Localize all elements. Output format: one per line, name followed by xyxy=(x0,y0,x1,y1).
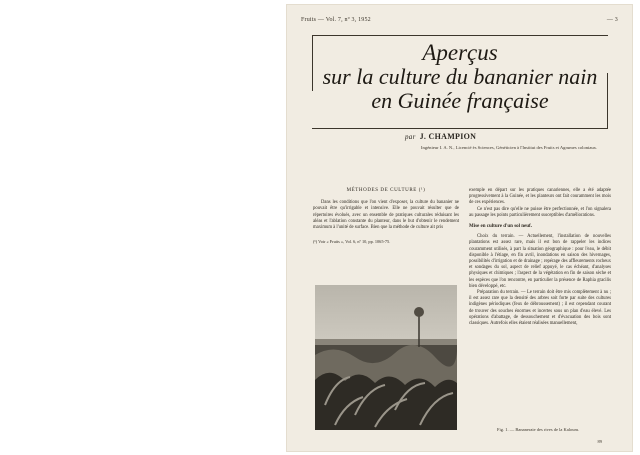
author-name: J. CHAMPION xyxy=(419,132,477,141)
right-paragraph-1: exemple en départ sur les pratiques canariennes, elle a été adaptée progressivement à la Guinée, et les planteurs ont fait couramment les mois de ces expériences. xyxy=(469,188,611,206)
running-header-right: — 3 xyxy=(606,17,618,23)
byline xyxy=(405,132,615,151)
right-paragraph-3: Choix du terrain. — Actuellement, l'installation de nouvelles plantations est assez rare, mais il est bon de rappeler les indices couramment utilisés, à part la situation géographique : pour l'eau, le débit disponible à l'étiage, en fin avril, inondations en saison des hivernages, possibilités d'irrigation et de drainage ; repérage des affleurements rocheux et sondages du sol, aspect de relief appuyé, le cas échéant, d'analyses physiques et chimiques ; l'aspect de la végétation en fin de saison sèche et les espèces que l'on rencontre, en particulier la présence de Raphia gracilis bien développé, etc. xyxy=(469,234,611,289)
section-subhead: MÉTHODES DE CULTURE (¹) xyxy=(346,188,426,193)
section-heading: Mise en culture d'un sol neuf. xyxy=(469,224,532,230)
title-line-2: sur la culture du bananier nain xyxy=(322,64,598,89)
journal-page xyxy=(287,5,632,451)
banana-plantation-photo xyxy=(315,285,457,430)
page-number: 89 xyxy=(597,439,602,444)
right-paragraph-2: Ce n'est pas dire qu'elle ne puisse être perfectionnée, et l'on signalera au passage les points particulièrement susceptibles d'améliorations. xyxy=(469,206,611,218)
byline-par: par xyxy=(405,133,416,141)
article-title xyxy=(312,41,608,113)
author-affiliation: Ingénieur I. A. N., Licencié ès Sciences, Généticien à l'Institut des Fruits et Agrumes coloniaux. xyxy=(421,145,598,150)
running-header xyxy=(301,15,618,27)
running-header-left: Fruits — Vol. 7, nº 3, 1952 xyxy=(301,17,371,23)
figure-caption: Fig. 1. — Bananeraie des rives de la Kaloum. xyxy=(497,427,580,432)
title-frame xyxy=(312,35,608,129)
plantation-photo-image xyxy=(315,285,457,430)
right-paragraph-4: Préparation du terrain. — Le terrain doit être mis complètement à nu ; il est assez rare que la densité des arbres soit forte par suite des cultures indigènes périodiques (feux de débroussement) ; il est cependant courant de trouver des souches énormes et incertes sous un plan d'eau élevé. Les opérations d'abattage, de dessouchement et d'évacuation des bois sont classiques. Autrefois elles étaient réalisées manuellement, xyxy=(469,290,611,327)
right-column xyxy=(469,188,611,327)
footnote: (¹) Voir « Fruits », Vol. 6, nº 10, pp. 1065-75. xyxy=(313,239,391,245)
title-line-1: Aperçus xyxy=(422,40,498,65)
author-line xyxy=(405,132,615,141)
left-paragraph-1: Dans les conditions que l'on vient d'exposer, la culture du bananier ne pouvait être qu'irrigable et intensive. Elle ne pouvait résulter que de répertoires évolués, avec un ensemble de pratiques culturales réduisant les aléas et l'ablation constante du planteur, dans le but d'obtenir le rendement maximum à l'unité de surface. Bien que la méthode de culture ait pris xyxy=(313,200,459,231)
title-line-3: en Guinée française xyxy=(371,88,549,113)
left-column xyxy=(313,188,459,245)
